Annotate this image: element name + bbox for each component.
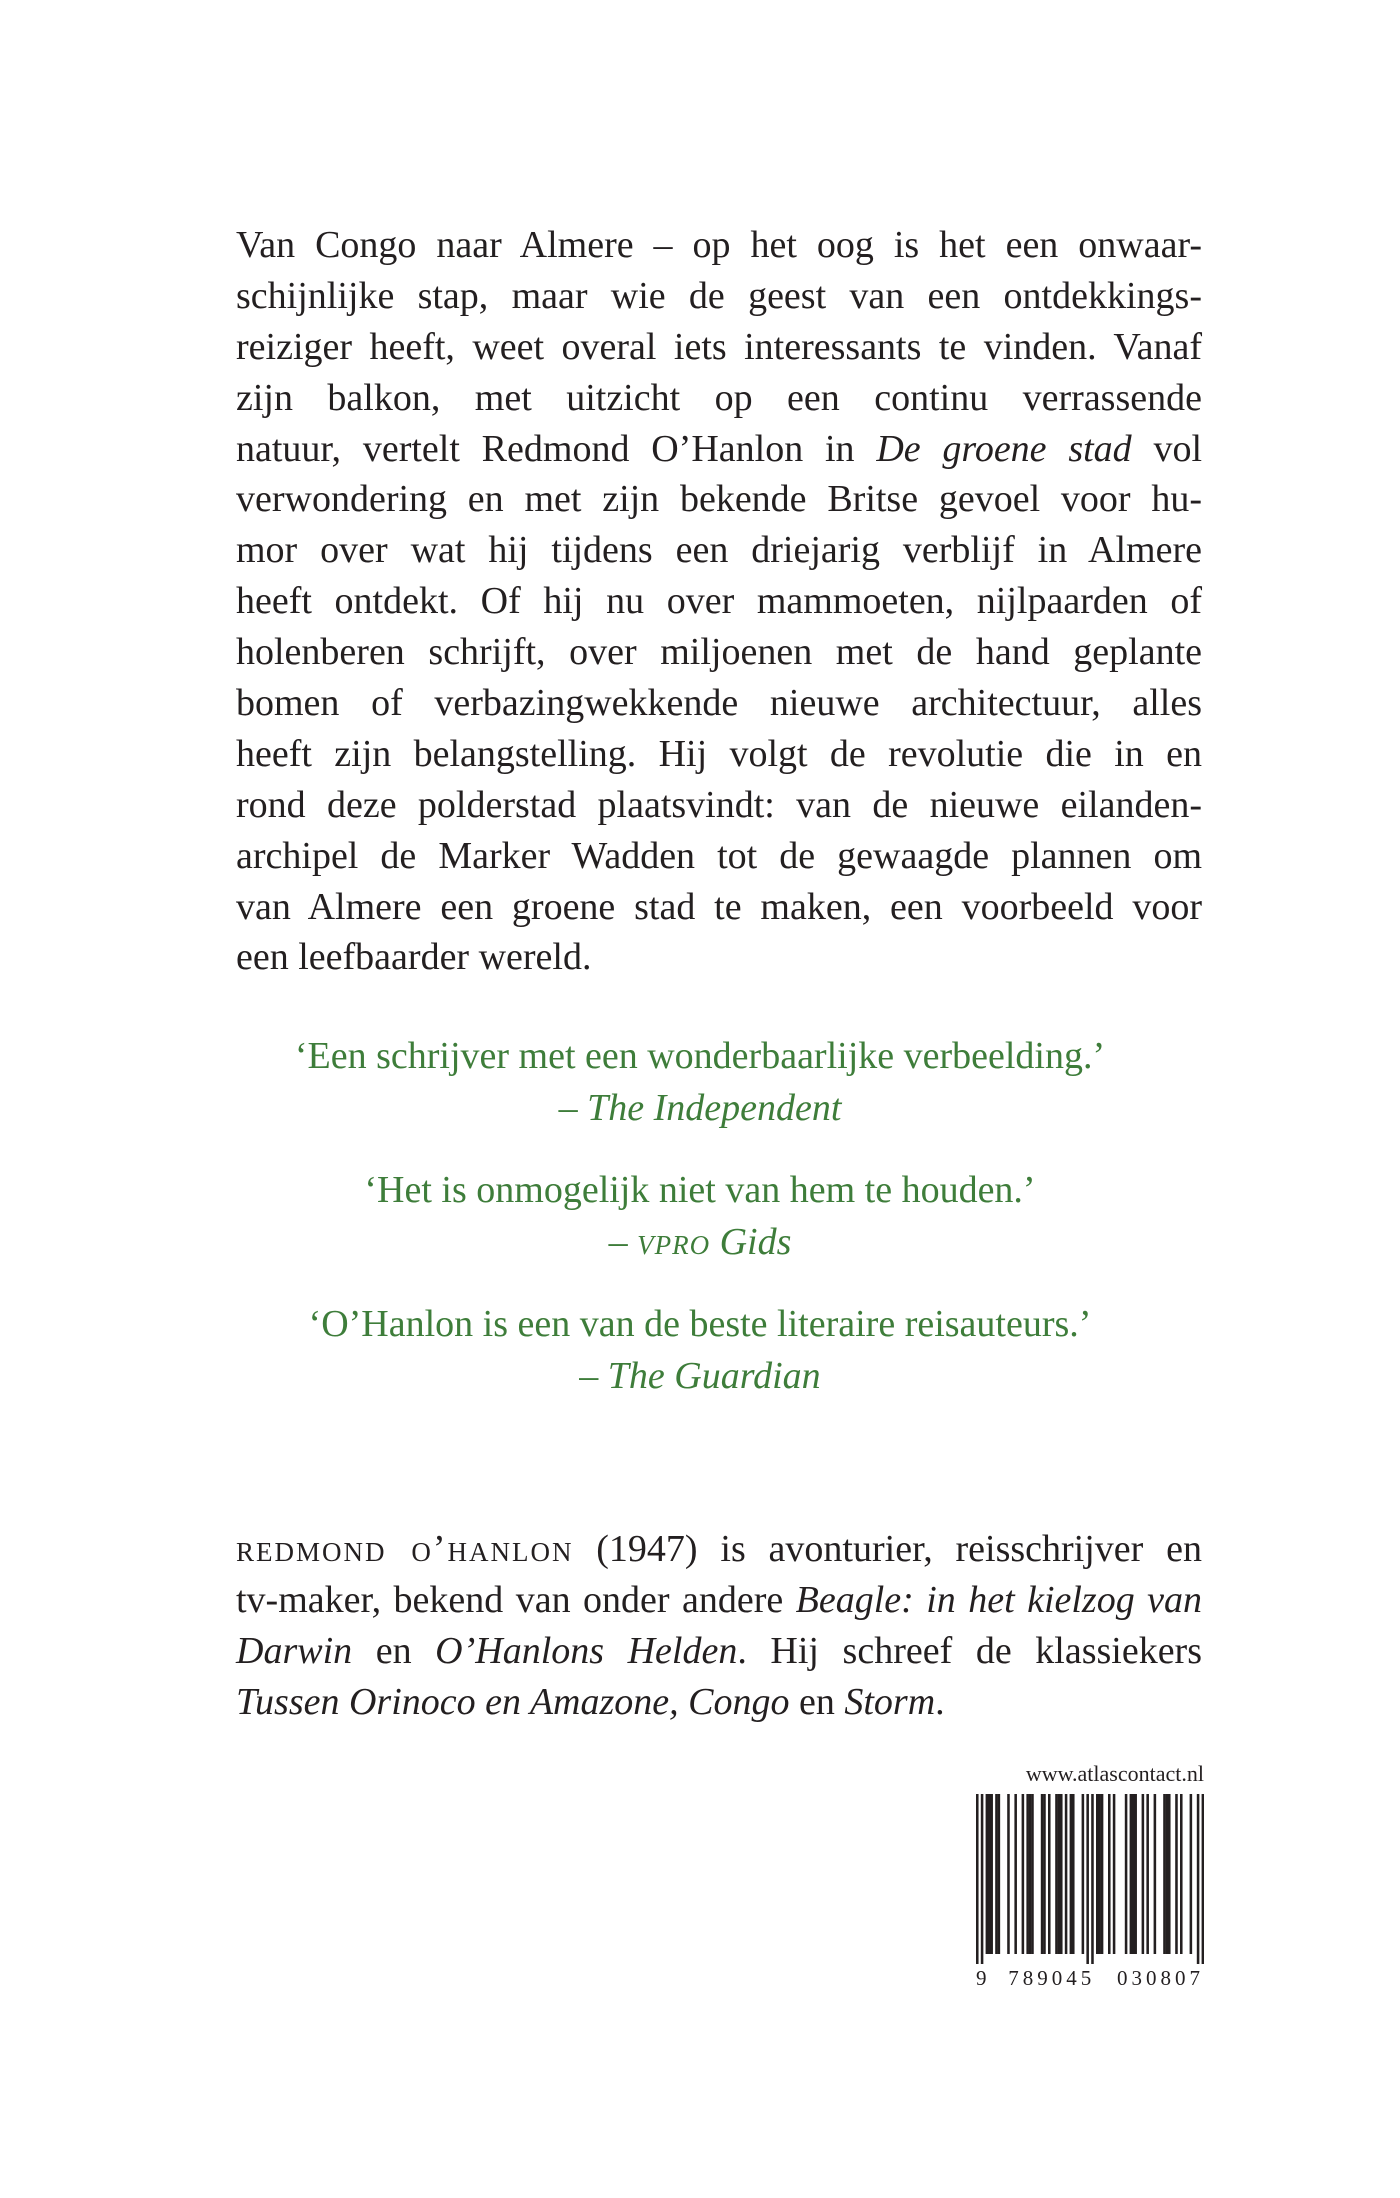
blurb-line: mor over wat hij tijdens een driejarig verblijf in Almere [236,529,1202,572]
barcode-bar [1132,1794,1135,1954]
quote-source: – The Independent [558,1087,842,1129]
publisher-url: www.atlascontact.nl [1025,1761,1204,1786]
barcode-bar [1134,1794,1137,1954]
blurb-text: vol [1153,427,1203,470]
barcode-bar [1043,1794,1046,1954]
blurb-line: heeft zijn belangstelling. Hij volgt de revolutie die in en [236,732,1202,775]
barcode-bar [1142,1794,1145,1954]
barcode-bar [1113,1794,1116,1954]
blurb-text: natuur, vertelt Redmond O’Hanlon in [236,427,855,470]
review-quotes [0,1030,1400,1432]
bio-title-italic: Tussen Orinoco en Amazone, Congo [236,1680,790,1723]
barcode-bar [976,1794,979,1964]
isbn-digits [976,1966,1204,1990]
quote-text: ‘O’Hanlon is een van de beste literaire reisauteurs.’ [308,1303,1092,1345]
quote-source: – The Guardian [579,1355,821,1397]
bio-text: en [352,1629,436,1672]
blurb-line: heeft ontdekt. Of hij nu over mammoeten, nijlpaarden of [236,580,1202,623]
quote-text: ‘Het is onmogelijk niet van hem te houden.’ [364,1169,1036,1211]
barcode-bar [1175,1794,1178,1954]
barcode-bar [1101,1794,1104,1954]
barcode-bar [998,1794,1001,1954]
barcode-bar [1180,1794,1183,1954]
bio-text: . [935,1680,945,1723]
barcode-bar [1029,1794,1032,1954]
review-quote [0,1030,1400,1134]
blurb-line: Van Congo naar Almere – op het oog is het een onwaar- [236,224,1202,266]
blurb-line: verwondering en met zijn bekende Britse gevoel voor hu- [236,478,1202,521]
barcode-bar [1041,1794,1044,1954]
quote-source [0,1216,1400,1268]
barcode-bar [988,1794,991,1954]
barcode-bar [995,1794,998,1954]
barcode-bar [1146,1794,1149,1954]
barcode-bar [1154,1794,1157,1954]
review-quote [0,1298,1400,1402]
quote-source-smallcaps: vpro [637,1221,711,1263]
barcode-bar [981,1794,984,1964]
barcode-bar [1163,1794,1166,1954]
barcode-bar [1058,1794,1061,1954]
blurb-line: van Almere een groene stad te maken, een voorbeeld voor [236,885,1202,928]
barcode-bar [1031,1794,1034,1954]
blurb-line: archipel de Marker Wadden tot de gewaagde plannen om [236,834,1202,877]
barcode-bar [1055,1794,1058,1954]
barcode-bar [1202,1794,1204,1964]
blurb-paragraph [236,220,1202,983]
barcode-bar [1072,1794,1075,1954]
bio-text: . Hij schreef de klassiekers [737,1629,1202,1672]
bio-text: tv-maker, bekend van onder andere [236,1578,796,1621]
bio-line [236,1677,1202,1728]
blurb-line: rond deze polderstad plaatsvindt: van de nieuwe eilanden- [236,783,1202,826]
bio-line [236,1524,1202,1575]
bio-line [236,1575,1202,1626]
blurb-line: bomen of verbazingwekkende nieuwe architectuur, alles [236,682,1202,725]
bio-text: (1947) is avonturier, reisschrijver en [573,1528,1202,1570]
quote-source-dash: – [608,1221,638,1263]
barcode-bar [1048,1794,1051,1954]
barcode-bar [1108,1794,1111,1954]
bio-title-italic: Beagle: in het kielzog van [795,1578,1203,1621]
barcode-bar [1098,1794,1101,1954]
bio-title-italic: Storm [844,1680,936,1723]
blurb-line: schijnlijke stap, maar wie de geest van een ontdekkings- [236,274,1202,317]
barcode-bar [990,1794,993,1954]
barcode-bar [1065,1794,1068,1954]
blurb-line: een leefbaarder wereld. [236,936,592,979]
barcode-bar [1130,1794,1133,1954]
bio-title-italic: Darwin [236,1629,353,1672]
bio-text: en [789,1680,845,1723]
barcode-bar [1168,1794,1171,1954]
quote-source-rest: Gids [710,1221,792,1263]
barcode-bar [1197,1794,1200,1964]
blurb-line [236,424,1202,475]
barcode-bar [1026,1794,1029,1954]
quote-text: ‘Een schrijver met een wonderbaarlijke verbeelding.’ [294,1035,1106,1077]
author-bio [236,1524,1202,1728]
barcode-bar [1014,1794,1017,1954]
barcode-bar [986,1794,989,1954]
barcode-bar [1091,1794,1094,1964]
barcode-bar [1082,1794,1085,1954]
barcode-bar [1190,1794,1193,1954]
bio-line [236,1626,1202,1677]
barcode-bar [1125,1794,1128,1954]
barcode-bar [1070,1794,1073,1954]
barcode-bar [1166,1794,1169,1954]
author-name: redmond o’hanlon [236,1528,574,1570]
barcode-bar [1022,1794,1025,1954]
review-quote [0,1164,1400,1268]
isbn-group-right: 030807 [1117,1966,1204,1990]
barcode-bar [1060,1794,1063,1954]
isbn-first-digit: 9 [976,1966,987,1990]
barcode-bar [1007,1794,1010,1954]
barcode-bar [1086,1794,1089,1964]
blurb-line: reiziger heeft, weet overal iets interessants te vinden. Vanaf [236,325,1202,368]
isbn-group-left: 789045 [1008,1966,1096,1990]
book-title-italic: De groene stad [876,427,1132,470]
blurb-line: zijn balkon, met uitzicht op een continu verrassende [236,376,1202,419]
barcode-block [976,1760,1204,1990]
blurb-line: holenberen schrijft, over miljoenen met de hand geplante [236,631,1202,674]
bio-title-italic: O’Hanlons Helden [435,1629,738,1672]
isbn-barcode [976,1794,1204,1964]
barcode-bar [1096,1794,1099,1954]
